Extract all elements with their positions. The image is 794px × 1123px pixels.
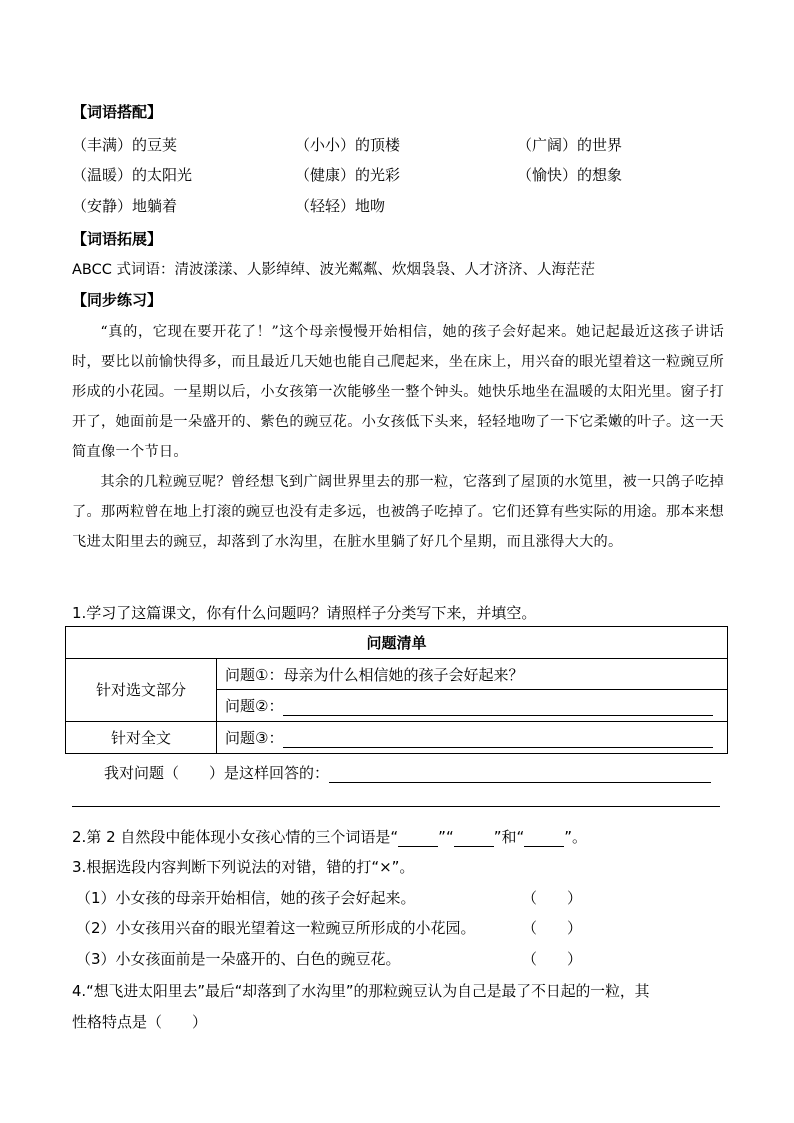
collocation-item: （愉快）的想象 xyxy=(517,166,623,184)
question-3: 3.根据选段内容判断下列说法的对错，错的打“×”。 xyxy=(72,858,415,876)
row-label-excerpt: 针对选文部分 xyxy=(66,659,217,721)
passage-paragraph-2: 其余的几粒豌豆呢？曾经想飞到广阔世界里去的那一粒，它落到了屋顶的水笕里，被一只鸽子吃掉了。那两粒曾在地上打滚的豌豆也没有走多远，也被鸽子吃掉了。它们还算有些实际的用途。那本来想飞进太阳里去的豌豆，却落到了水沟里，在脏水里躺了好几个星期，而且涨得大大的。 xyxy=(72,474,724,550)
collocation-item: （温暖）的太阳光 xyxy=(72,166,193,184)
judge-item-1: （1）小女孩的母亲开始相信，她的孩子会好起来。 xyxy=(76,889,416,907)
answer-prompt: 我对问题（ ）是这样回答的： xyxy=(104,764,330,782)
question-2-quote: ”。 xyxy=(564,828,588,846)
question-list-table xyxy=(65,626,728,754)
row-label-full-text: 针对全文 xyxy=(66,721,217,753)
judge-answer-1[interactable]: （ ） xyxy=(522,889,583,907)
judge-answer-3[interactable]: （ ） xyxy=(522,950,583,968)
question-4-line-2[interactable]: 性格特点是（ ） xyxy=(72,1013,208,1031)
collocation-item: （广阔）的世界 xyxy=(517,136,623,154)
expansion-heading: 【词语拓展】 xyxy=(72,230,163,248)
answer-blank-line-2[interactable] xyxy=(72,806,720,807)
judge-item-2: （2）小女孩用兴奋的眼光望着这一粒豌豆所形成的小花园。 xyxy=(76,919,476,937)
judge-answer-2[interactable]: （ ） xyxy=(522,919,583,937)
question-2-blank[interactable] xyxy=(283,701,713,716)
collocation-item: （健康）的光彩 xyxy=(295,166,401,184)
reading-passage xyxy=(72,317,724,557)
answer-line[interactable] xyxy=(104,762,711,783)
question-3-cell[interactable] xyxy=(217,721,728,753)
question-2-quote: ”“ xyxy=(438,828,454,846)
collocation-item: （轻轻）地吻 xyxy=(295,197,386,215)
answer-blank[interactable] xyxy=(329,768,711,783)
table-title: 问题清单 xyxy=(66,627,728,659)
mood-word-blank-2[interactable] xyxy=(454,832,494,847)
collocation-item: （安静）地躺着 xyxy=(72,197,178,215)
question-2-cell[interactable] xyxy=(217,690,728,721)
expansion-text: ABCC 式词语：清波漾漾、人影绰绰、波光粼粼、炊烟袅袅、人才济济、人海茫茫 xyxy=(72,262,595,278)
question-2-label: 问题②： xyxy=(225,697,284,716)
question-3-label: 问题③： xyxy=(225,728,284,747)
passage-paragraph-1: “真的，它现在要开花了！”这个母亲慢慢开始相信，她的孩子会好起来。她记起最近这孩子讲话时，要比以前愉快得多，而且最近几天她也能自己爬起来，坐在床上，用兴奋的眼光望着这一粒豌豆所形成的小花园。一星期以后，小女孩第一次能够坐一整个钟头。她快乐地坐在温暖的太阳光里。窗子打开了，她面前是一朵盛开的、紫色的豌豆花。小女孩低下头来，轻轻地吻了一下它柔嫩的叶子。这一天简直像一个节日。 xyxy=(72,324,724,460)
collocation-heading: 【词语搭配】 xyxy=(72,103,163,121)
question-1: 1.学习了这篇课文，你有什么问题吗？请照样子分类写下来，并填空。 xyxy=(72,604,537,622)
question-2 xyxy=(72,826,587,847)
question-4-line-1: 4.“想飞进太阳里去”最后“却落到了水沟里”的那粒豌豆认为自己是最了不日起的一粒，其 xyxy=(72,983,650,1000)
collocation-item: （丰满）的豆荚 xyxy=(72,136,178,154)
question-3-blank[interactable] xyxy=(283,733,713,748)
practice-heading: 【同步练习】 xyxy=(72,291,163,309)
question-1-cell: 问题①：母亲为什么相信她的孩子会好起来？ xyxy=(217,659,728,690)
collocation-item: （小小）的顶楼 xyxy=(295,136,401,154)
mood-word-blank-3[interactable] xyxy=(524,832,564,847)
question-2-text: 2.第 2 自然段中能体现小女孩心情的三个词语是“ xyxy=(72,828,399,846)
judge-item-3: （3）小女孩面前是一朵盛开的、白色的豌豆花。 xyxy=(76,950,401,968)
mood-word-blank-1[interactable] xyxy=(398,832,438,847)
question-2-quote: ”和“ xyxy=(493,828,525,846)
